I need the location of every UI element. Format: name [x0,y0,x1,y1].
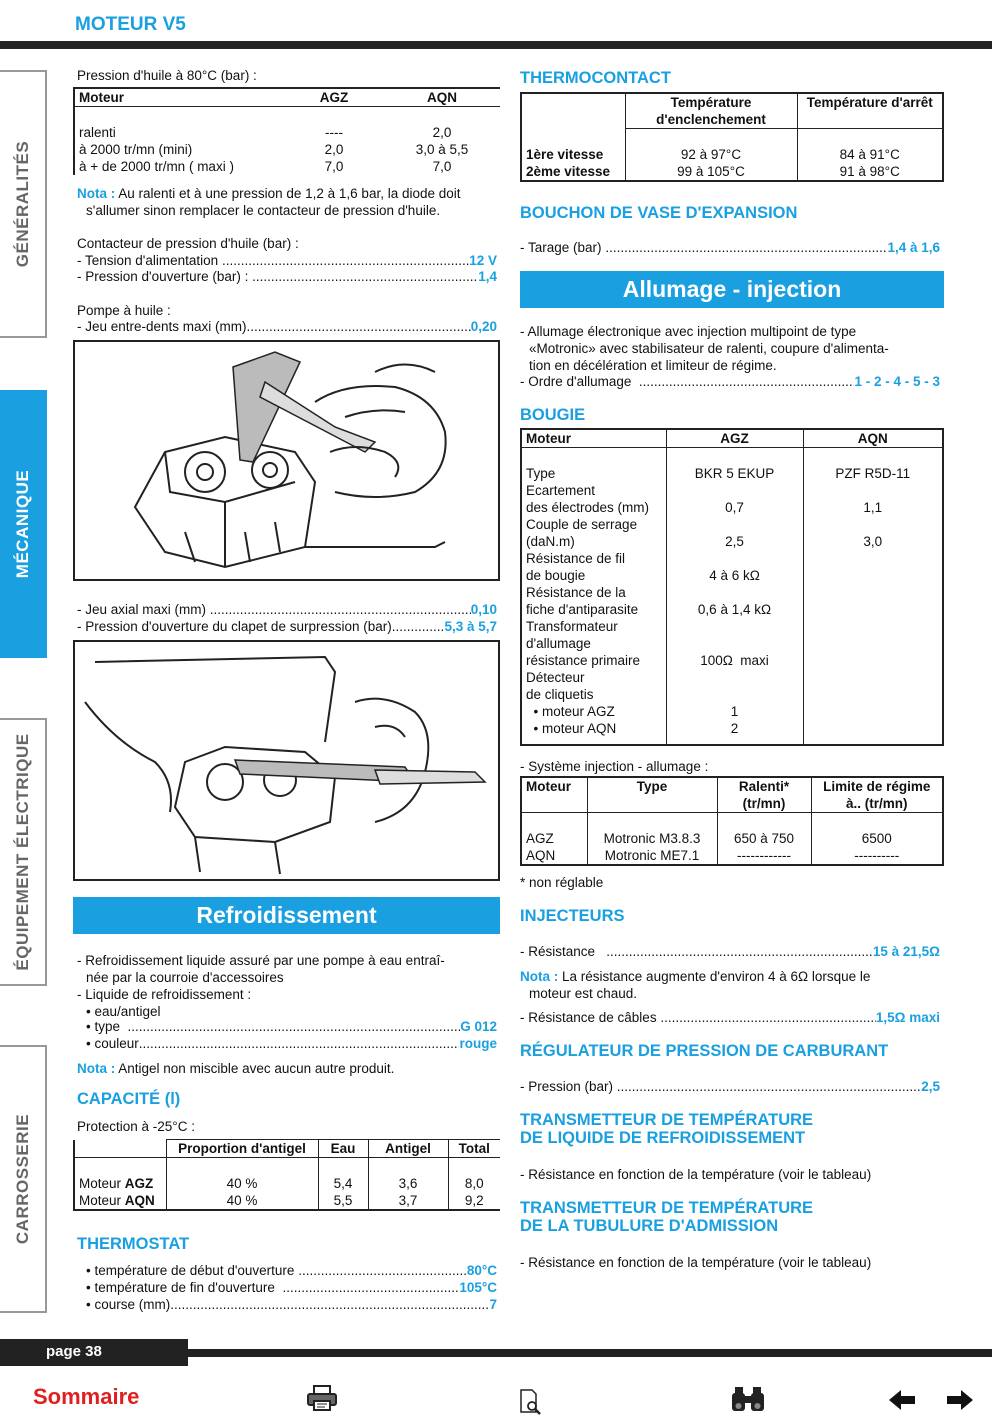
section-transmetteur-admission: TRANSMETTEUR DE TEMPÉRATURE DE LA TUBULURE D'ADMISSION [520,1199,814,1235]
injection-table: Moteur Type Ralenti* (tr/mn) Limite de régime à.. (tr/mn) AGZ Motronic M3.8.3 650 à 750 6500 AQN Motronic ME7.1 ------------ ---------- [520,776,944,866]
tab-label: ÉQUIPEMENT ÉLECTRIQUE [12,733,32,971]
section-injecteurs: INJECTEURS [520,907,625,925]
table-row: Détecteur [521,669,943,686]
spec-tarage: - Tarage (bar) ..... 1,4 à 1,6 [520,239,940,256]
section-regulateur: RÉGULATEUR DE PRESSION DE CARBURANT [520,1042,889,1060]
table-row: Résistance de fil [521,550,943,567]
table-row: d'allumage [521,635,943,652]
print-icon[interactable] [306,1384,338,1412]
oil-pressure-title: Pression d'huile à 80°C (bar) : [77,68,257,83]
spec-tension: - Tension d'alimentation ..... 12 V [77,252,497,269]
spec-thermostat-fin: • température de fin d'ouverture ..... 105°C [86,1279,497,1296]
oil-pump-axial-illustration [73,640,500,881]
table-row: de bougie 4 à 6 kΩ [521,567,943,584]
spec-ordre-allumage: - Ordre d'allumage ..... 1 - 2 - 4 - 5 - 3 [520,373,940,390]
refroidissement-text: - Refroidissement liquide assuré par une pompe à eau entraî- née par la courroie d'accessoires - Liquide de refroidissement : • eau/antigel [77,953,445,1019]
tab-label: MÉCANIQUE [12,469,32,579]
table-row: • moteur AGZ 1 [521,703,943,720]
table-row: Moteur AGZ 40 % 5,4 3,6 8,0 [74,1175,500,1192]
spec-resistance-injecteur: - Résistance ..... 15 à 21,5Ω [520,943,940,960]
table-row: des électrodes (mm) 0,7 1,1 [521,499,943,516]
non-reglable-note: * non réglable [520,875,604,890]
spec-couleur-liquide: • couleur ..... rouge [86,1035,497,1052]
tab-carrosserie[interactable] [0,1045,47,1313]
table-row: à 2000 tr/mn (mini) 2,0 3,0 à 5,5 [79,141,469,157]
footer-bar [188,1349,992,1357]
section-band-refroidissement: Refroidissement [73,897,500,934]
protection-label: Protection à -25°C : [77,1119,195,1134]
capacity-table: Proportion d'antigel Eau Antigel Total Moteur AGZ 40 % 5,4 3,6 8,0 Moteur AQN 40 % 5,5 3,7 9,2 [73,1139,500,1211]
table-row: Type BKR 5 EKUP PZF R5D-11 [521,465,943,482]
spec-thermostat-course: • course (mm) ..... 7 [86,1296,497,1313]
tab-generalites[interactable] [0,70,47,338]
table-row: résistance primaire 100Ω maxi [521,652,943,669]
tab-label: CARROSSERIE [12,1113,32,1245]
oil-pressure-table: Moteur AGZ AQN ralenti ---- 2,0 à 2000 tr/mn (mini) 2,0 3,0 à 5,5 à + de 2000 tr/mn ( maxi ) 7,0 7,0 [73,87,500,175]
section-thermocontact: THERMOCONTACT [520,69,671,87]
spec-resistance-cables: - Résistance de câbles ..... 1,5Ω maxi [520,1009,940,1026]
transmetteur-liquide-text: - Résistance en fonction de la température (voir le tableau) [520,1167,872,1182]
table-row: Moteur AQN 40 % 5,5 3,7 9,2 [74,1192,500,1210]
page-number: page 38 [0,1339,188,1366]
nota-oil: Nota : Au ralenti et à une pression de 1,2 à 1,6 bar, la diode doit s'allumer sinon remplacer le contacteur de pression d'huile. [77,186,461,218]
tab-equipement-electrique[interactable] [0,718,47,986]
table-row: • moteur AQN 2 [521,720,943,737]
table-row: Transformateur [521,618,943,635]
table-row: fiche d'antiparasite 0,6 à 1,4 kΩ [521,601,943,618]
arrow-left-icon[interactable] [887,1388,917,1412]
header-bar [0,41,992,49]
table-row: 1ère vitesse 92 à 97°C 84 à 91°C [521,146,943,163]
allumage-text: - Allumage électronique avec injection multipoint de type «Motronic» avec stabilisateur de ralenti, coupure d'alimenta- tion en décélération et limiteur de régime. [520,324,889,373]
transmetteur-admission-text: - Résistance en fonction de la température (voir le tableau) [520,1255,872,1270]
table-row: AGZ Motronic M3.8.3 650 à 750 6500 [521,830,943,847]
section-transmetteur-liquide: TRANSMETTEUR DE TEMPÉRATURE DE LIQUIDE DE REFROIDISSEMENT [520,1111,814,1147]
table-row: AQN Motronic ME7.1 ------------ ---------- [521,847,943,865]
spec-thermostat-debut: • température de début d'ouverture ..... 80°C [86,1262,497,1279]
table-row: de cliquetis [521,686,943,703]
table-row: Ecartement [521,482,943,499]
page-header-title: MOTEUR V5 [75,14,186,35]
spec-pression-carburant: - Pression (bar) ..... 2,5 [520,1078,940,1095]
pump-title: Pompe à huile : [77,303,171,318]
bougie-table: Moteur AGZ AQN Type BKR 5 EKUP PZF R5D-11 Ecartement des électrodes (mm) 0,7 1,1 Couple de serrage (daN.m) 2,5 3,0 Résistance de fil de bougie 4 à 6 kΩ Résistance de la fiche d'antiparasite 0,6 à 1,4 kΩ Transformateur d'allumage résistance primaire 100Ω maxi Détecteur de cliquetis • moteur AGZ 1 • moteur AQN 2 [520,428,944,746]
section-bougie: BOUGIE [520,406,586,424]
table-row: 2ème vitesse 99 à 105°C 91 à 98°C [521,163,943,181]
spec-jeu-axial: - Jeu axial maxi (mm) ..... 0,10 [77,601,497,618]
binoculars-icon[interactable] [729,1385,767,1415]
section-capacite: CAPACITÉ (l) [77,1090,181,1108]
tab-mecanique[interactable] [0,390,47,658]
spec-type-liquide: • type ..... G 012 [86,1018,497,1035]
systeme-label: - Système injection - allumage : [520,759,709,774]
oil-pump-gear-illustration [73,340,500,581]
section-bouchon: BOUCHON DE VASE D'EXPANSION [520,204,798,222]
nota-injecteurs: Nota : La résistance augmente d'environ 4 à 6Ω lorsque le moteur est chaud. [520,969,871,1001]
tab-label: GÉNÉRALITÉS [12,140,32,268]
spec-jeu-dents: - Jeu entre-dents maxi (mm) ..... 0,20 [77,318,497,335]
table-row: à + de 2000 tr/mn ( maxi ) 7,0 7,0 [79,158,452,174]
table-row: Résistance de la [521,584,943,601]
table-row: Couple de serrage [521,516,943,533]
section-thermostat: THERMOSTAT [77,1235,190,1253]
thermocontact-table: Température d'enclenchement Température d'arrêt 1ère vitesse 92 à 97°C 84 à 91°C 2ème vitesse 99 à 105°C 91 à 98°C [520,92,944,182]
table-row: ralenti ---- 2,0 [79,124,452,140]
arrow-right-icon[interactable] [945,1388,975,1412]
table-row: (daN.m) 2,5 3,0 [521,533,943,550]
sommaire-link[interactable]: Sommaire [33,1384,140,1409]
section-band-allumage: Allumage - injection [520,271,944,308]
search-document-icon[interactable] [518,1388,544,1416]
spec-clapet: - Pression d'ouverture du clapet de surpression (bar) ..... 5,3 à 5,7 [77,618,497,635]
nota-antigel: Nota : Antigel non miscible avec aucun autre produit. [77,1061,395,1076]
spec-pression-ouverture: - Pression d'ouverture (bar) : ..... 1,4 [77,268,497,285]
contact-title: Contacteur de pression d'huile (bar) : [77,236,299,251]
